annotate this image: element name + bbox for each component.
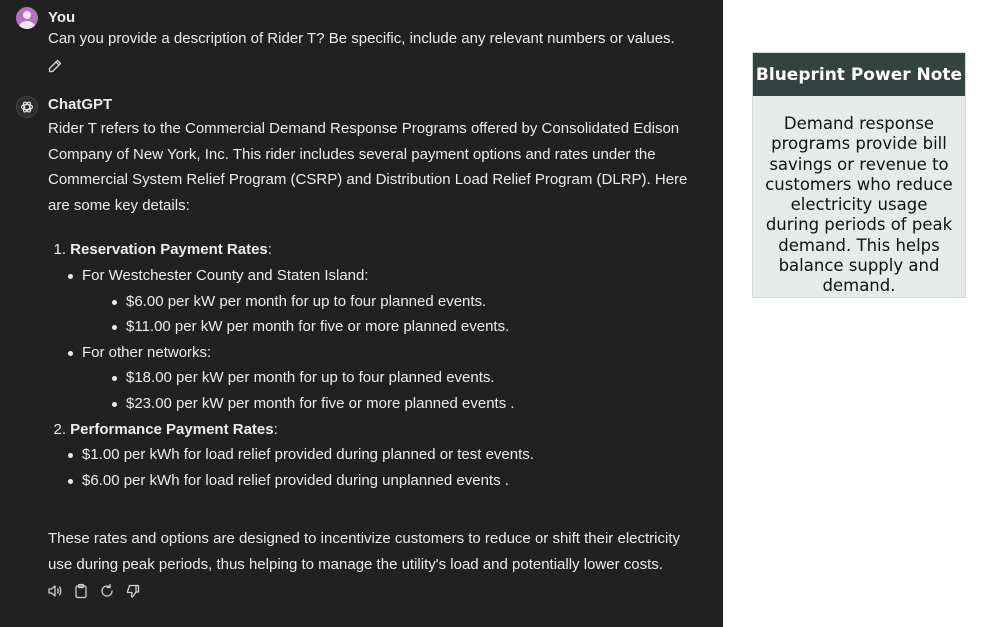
list-heading: Performance Payment Rates	[70, 420, 274, 438]
list-item: 1. Reservation Payment Rates: For Westchester County and Staten Island: $6.00 per kW per month for up to four planned events. $11.00 per kW per month for five or more planned events. For other networks: $18.00 per kW per month for up to four planned events. $23.00 per kW per month for five or more planned events .	[48, 237, 698, 416]
speaker-icon[interactable]	[47, 583, 63, 599]
regenerate-icon[interactable]	[99, 583, 115, 599]
assistant-message	[48, 116, 698, 578]
list-item	[68, 468, 698, 494]
list-item	[112, 314, 698, 340]
note-body: Demand response programs provide bill savings or revenue to customers who reduce electricity usage during periods of peak demand. This helps balance supply and demand.	[765, 114, 953, 296]
group-label: For other networks:	[82, 343, 212, 361]
list-item: 2. Performance Payment Rates: $1.00 per kWh for load relief provided during planned or test events. $6.00 per kWh for load relief provided during unplanned events .	[48, 417, 698, 494]
rate-text: $18.00 per kW per month for up to four planned events.	[126, 369, 495, 387]
blueprint-power-note	[752, 52, 966, 298]
copy-icon[interactable]	[73, 583, 89, 599]
list-item	[68, 340, 698, 417]
answer-intro: Rider T refers to the Commercial Demand Response Programs offered by Consolidated Edison Company of New York, Inc. This rider includes several payment options and rates under the Commercial System Relief Program (CSRP) and Distribution Load Relief Program (DLRP). Here are some key details:	[48, 120, 688, 214]
sublist	[48, 263, 698, 417]
assistant-name: ChatGPT	[48, 96, 113, 113]
list-number: 1.	[53, 241, 66, 259]
group-label: For Westchester County and Staten Island:	[82, 266, 369, 284]
sublist	[82, 365, 698, 416]
list-item	[68, 263, 698, 340]
message-actions	[47, 583, 141, 599]
rate-text: $23.00 per kW per month for five or more planned events .	[126, 394, 515, 412]
rate-text: $1.00 per kWh for load relief provided during planned or test events.	[82, 446, 534, 464]
user-message: Can you provide a description of Rider T? Be specific, include any relevant numbers or values.	[48, 30, 675, 47]
rate-text: $11.00 per kW per month for five or more planned events.	[126, 318, 510, 336]
user-name: You	[48, 9, 76, 26]
sublist	[82, 289, 698, 340]
list-heading: Reservation Payment Rates	[70, 241, 268, 259]
note-title: Blueprint Power Note	[753, 53, 965, 96]
rate-text: $6.00 per kWh for load relief provided during unplanned events .	[82, 471, 509, 489]
openai-logo-icon	[16, 96, 38, 118]
sublist	[48, 442, 698, 493]
list-item	[112, 289, 698, 315]
list-item	[112, 365, 698, 391]
user-avatar-icon	[16, 7, 38, 29]
thumbs-down-icon[interactable]	[125, 583, 141, 599]
list-number: 2.	[53, 420, 66, 438]
list-item	[68, 442, 698, 468]
list-item	[112, 391, 698, 417]
answer-closing: These rates and options are designed to incentivize customers to reduce or shift their electricity use during peak periods, thus helping to manage the utility's load and potentially lower costs.	[48, 530, 680, 573]
rate-text: $6.00 per kW per month for up to four planned events.	[126, 292, 487, 310]
pencil-icon[interactable]	[47, 58, 63, 74]
rates-list	[48, 237, 698, 493]
